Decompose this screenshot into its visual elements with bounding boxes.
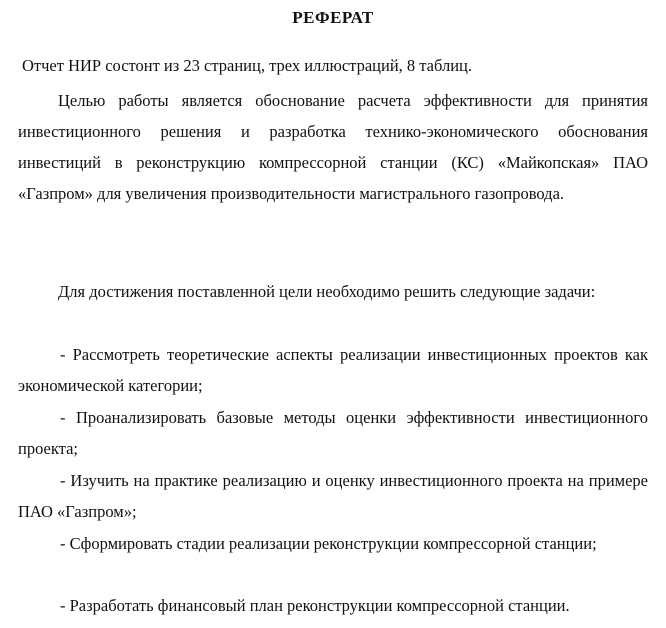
document-title: РЕФЕРАТ	[292, 8, 374, 27]
task-item-2: - Проанализировать базовые методы оценки эффективности инвестиционного проекта;	[18, 408, 648, 458]
task-item-5: - Разработать финансовый план реконструкции компрессорной станции.	[60, 596, 570, 615]
task-item-3: - Изучить на практике реализацию и оценку инвестиционного проекта на примере ПАО «Газпром»;	[18, 471, 648, 521]
task-item-4: - Сформировать стадии реализации реконструкции компрессорной станции;	[60, 534, 597, 553]
goal-paragraph: Целью работы является обоснование расчета эффективности для принятия инвестиционного решения и разработка технико-экономического обоснования инвестиций в реконструкцию компрессорной станции (КС) «Майкопская» ПАО «Газпром» для увеличения производительности магистрального газопровода.	[18, 91, 648, 203]
tasks-intro-paragraph: Для достижения поставленной цели необходимо решить следующие задачи:	[58, 282, 596, 301]
report-summary: Отчет НИР состонт из 23 страниц, трех иллюстраций, 8 таблиц.	[22, 56, 473, 75]
task-item-1: - Рассмотреть теоретические аспекты реализации инвестиционных проектов как экономической категории;	[18, 345, 648, 395]
